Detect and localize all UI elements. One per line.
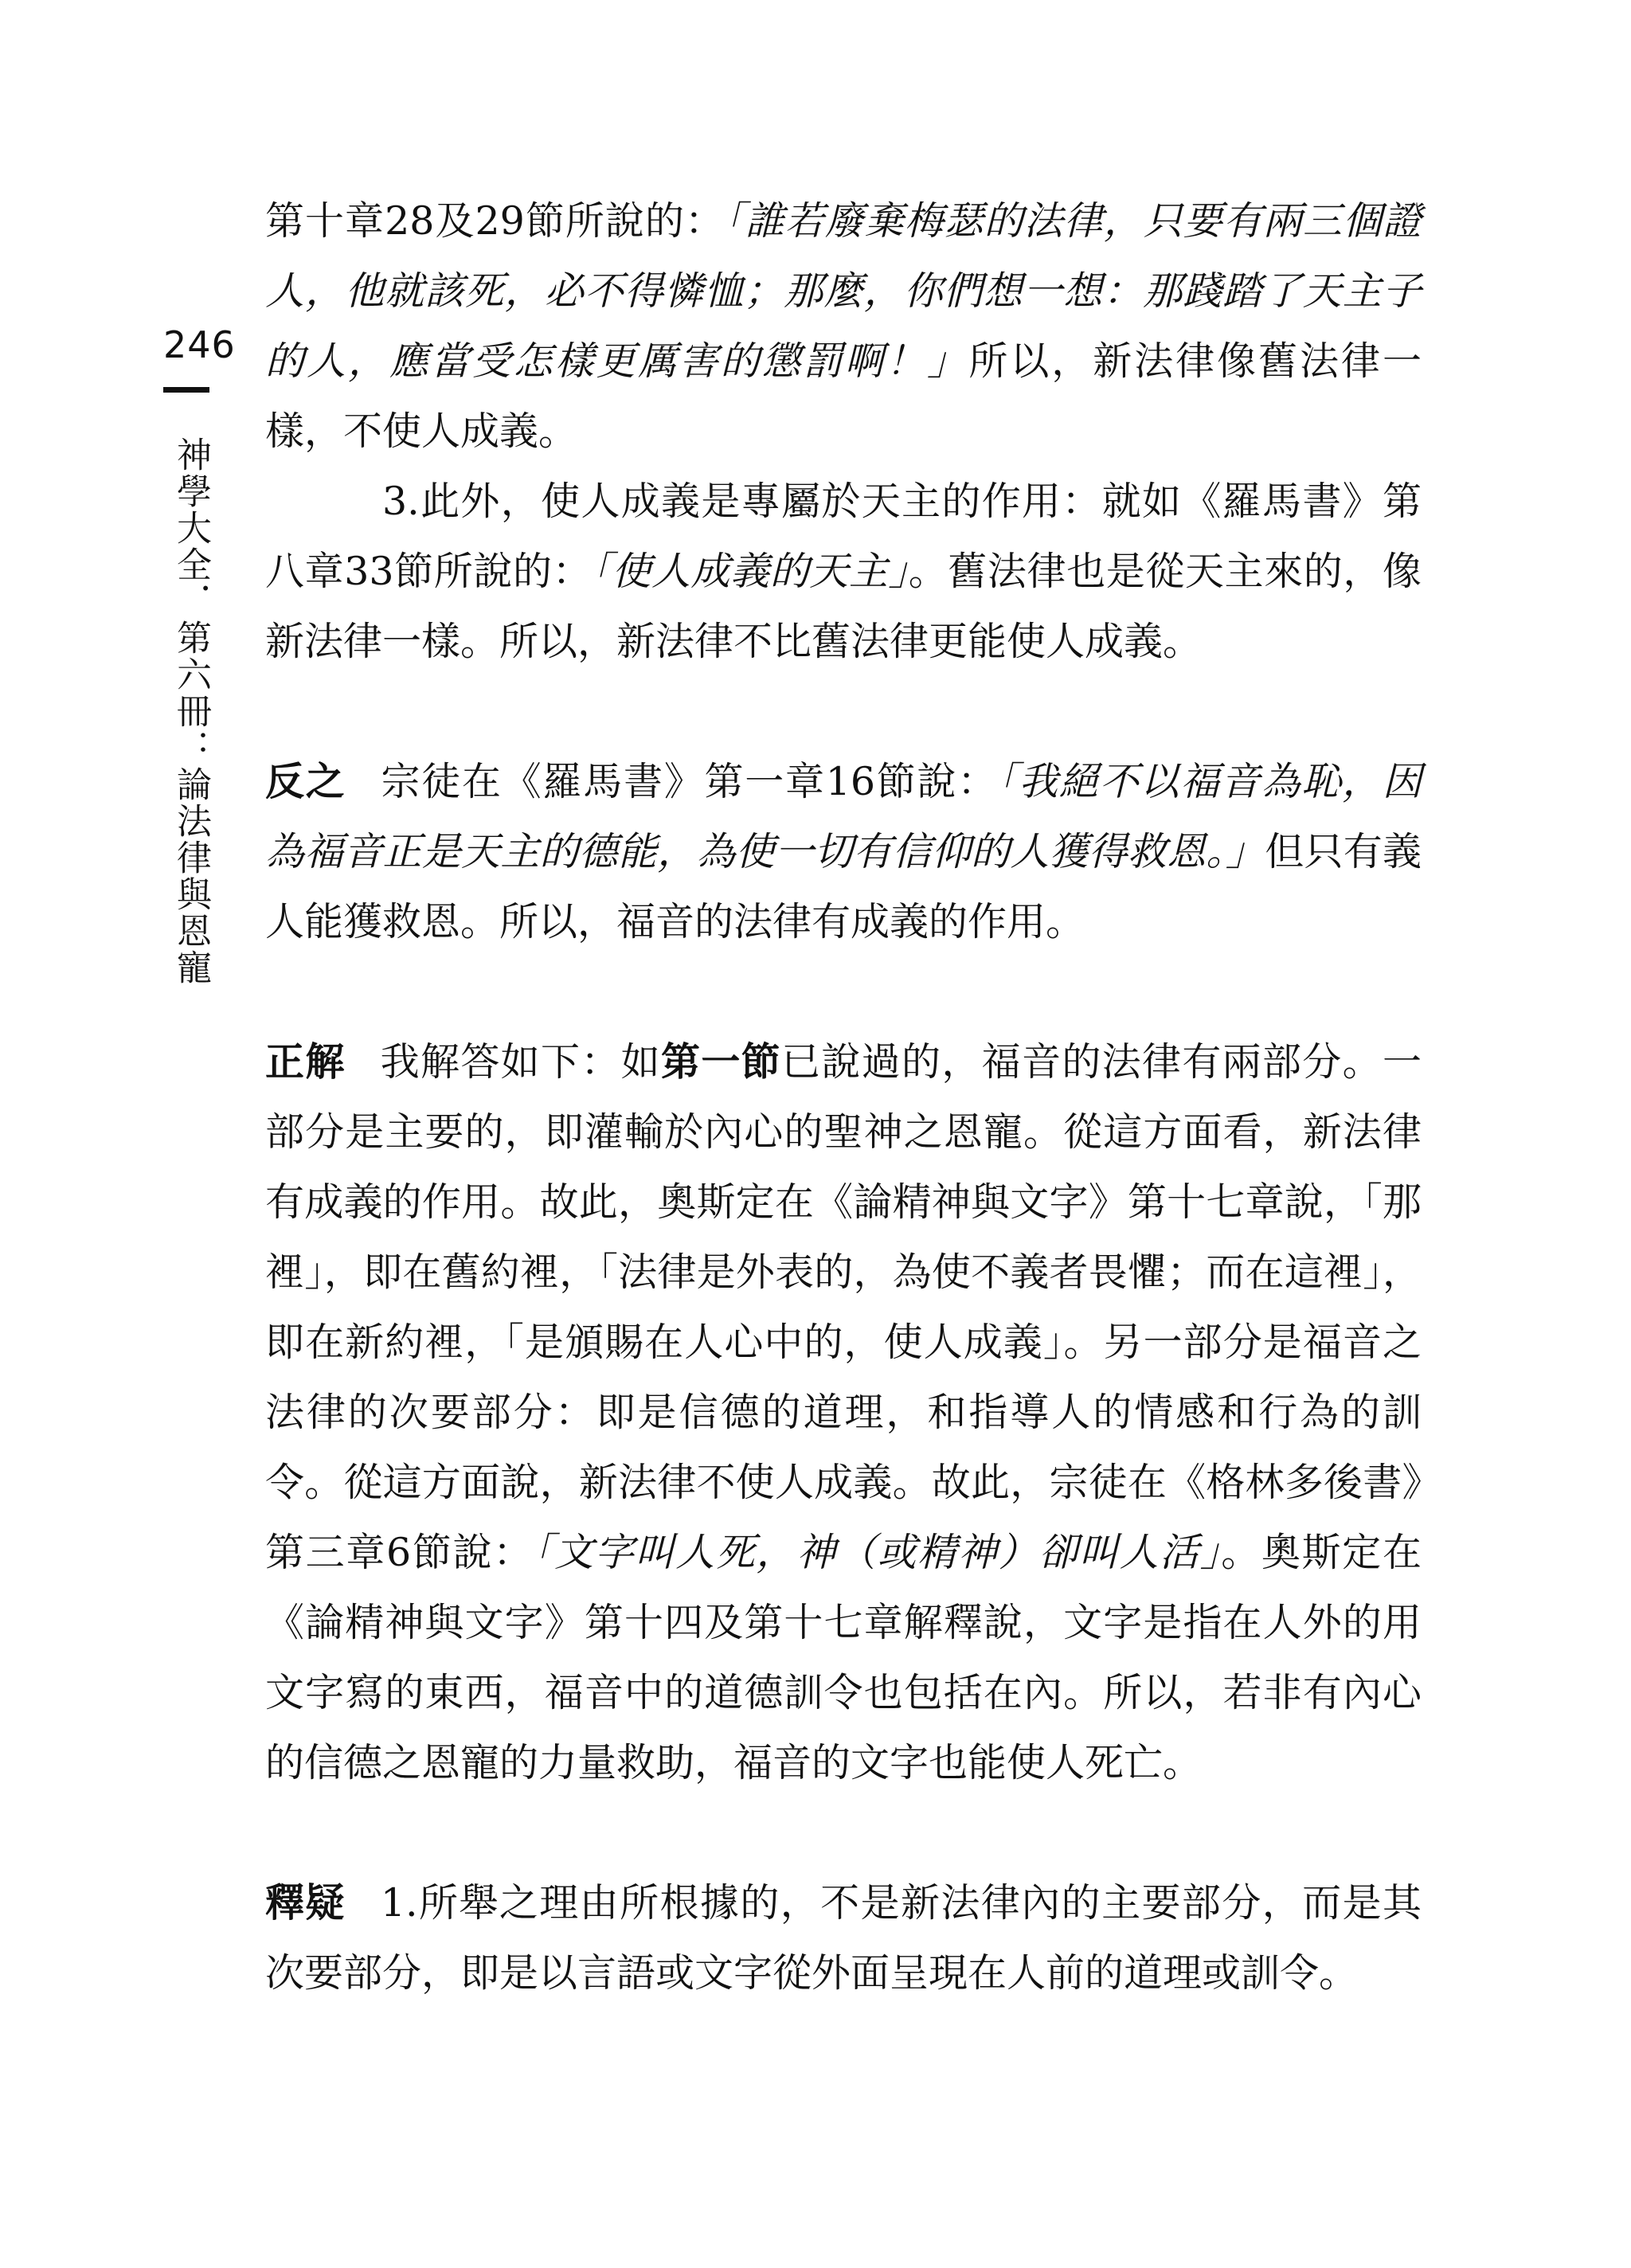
paragraph-respondeo bbox=[265, 1027, 1422, 1798]
paragraph-reply-objection-1 bbox=[265, 1868, 1422, 2008]
text-run: 但只有義人能獲救恩。所以，福音的法律有成義的作用。 bbox=[265, 829, 1422, 944]
text-run: 第十章28及29節所說的： bbox=[265, 198, 726, 244]
paragraph-gap bbox=[265, 957, 1422, 1027]
scripture-quote: 「使人成義的天主」 bbox=[592, 549, 909, 594]
page-number: 246 bbox=[163, 323, 236, 366]
paragraph-objection-2-end bbox=[265, 186, 1422, 467]
section-label-zhengjie: 正解 bbox=[265, 1039, 346, 1085]
scripture-quote: 「誰若廢棄梅瑟的法律，只要有兩三個證人，他就該死，必不得憐恤；那麼，你們想一想：那踐踏了天主子的人，應當受怎樣更厲害的懲罰啊！」 bbox=[265, 198, 1422, 384]
text-run: 宗徒在《羅馬書》第一章16節說： bbox=[381, 759, 999, 804]
scripture-quote: 「我絕不以福音為恥，因為福音正是天主的德能，為使一切有信仰的人獲得救恩。」 bbox=[265, 759, 1422, 874]
text-run: 。舊法律也是從天主來的，像新法律一樣。所以，新法律不比舊法律更能使人成義。 bbox=[265, 549, 1422, 664]
paragraph-objection-3 bbox=[265, 467, 1422, 677]
paragraph-gap bbox=[265, 1798, 1422, 1868]
bold-reference: 第一節 bbox=[661, 1039, 781, 1085]
text-run: 所以，新法律像舊法律一樣，不使人成義。 bbox=[265, 338, 1422, 454]
text-run: 。奧斯定在《論精神與文字》第十四及第十七章解釋說，文字是指在人外的用文字寫的東西，福音中的道德訓令也包括在內。所以，若非有內心的信德之恩寵的力量救助，福音的文字也能使人死亡。 bbox=[265, 1530, 1422, 1785]
section-label-shiyi: 釋疑 bbox=[265, 1880, 346, 1926]
running-head: 神學大全．第六冊：論法律與恩寵 bbox=[170, 436, 211, 986]
text-run: 3.此外，使人成義是專屬於天主的作用：就如《羅馬書》第八章33節所說的： bbox=[265, 479, 1422, 594]
text-run: 已說過的，福音的法律有兩部分。一部分是主要的，即灌輸於內心的聖神之恩寵。從這方面看，新法律有成義的作用。故此，奧斯定在《論精神與文字》第十七章說，「那裡」，即在舊約裡，「法律是外表的，為使不義者畏懼；而在這裡」，即在新約裡，「是頒賜在人心中的，使人成義」。另一部分是福音之法律的次要部分：即是信德的道理，和指導人的情感和行為的訓令。從這方面說，新法律不使人成義。故此，宗徒在《格林多後書》第三章6節說： bbox=[265, 1039, 1422, 1575]
text-run: 我解答如下：如 bbox=[380, 1039, 661, 1085]
paragraph-sed-contra bbox=[265, 747, 1422, 957]
page-number-rule bbox=[163, 387, 209, 393]
text-run: 1.所舉之理由所根據的，不是新法律內的主要部分，而是其次要部分，即是以言語或文字從外面呈現在人前的道理或訓令。 bbox=[265, 1880, 1422, 1996]
body-text bbox=[265, 186, 1422, 2008]
scripture-quote: 「文字叫人死，神（或精神）卻叫人活」 bbox=[533, 1530, 1222, 1575]
section-label-fanzhi: 反之 bbox=[265, 759, 346, 804]
paragraph-gap bbox=[265, 677, 1422, 747]
